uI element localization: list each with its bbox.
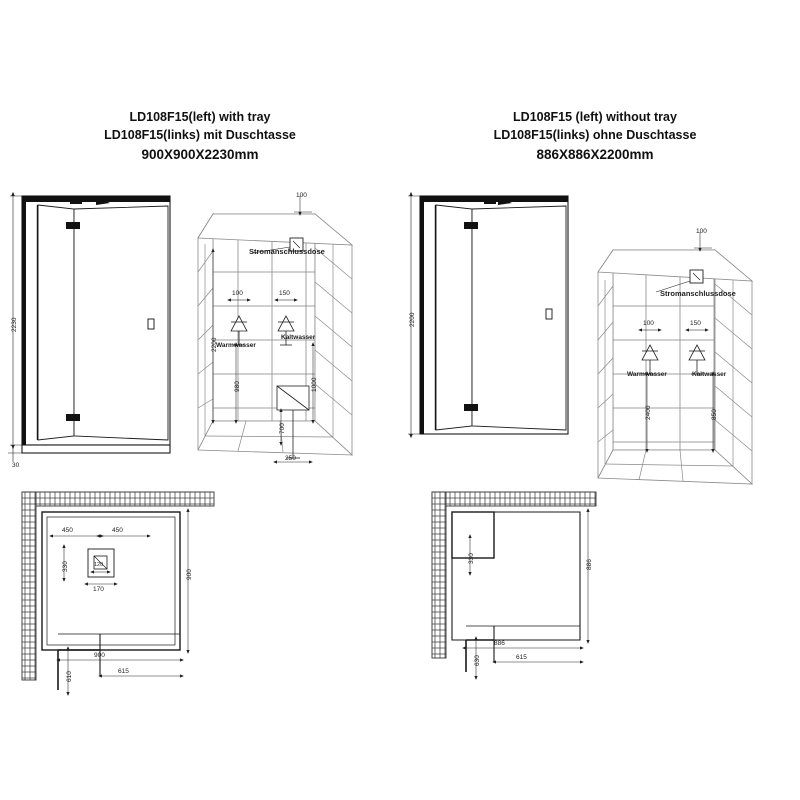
- right-warm-spacing-dim: 100: [643, 320, 654, 327]
- right-height-2400-dim: 2400: [645, 405, 652, 420]
- right-warm-label: Warmwasser: [627, 371, 667, 378]
- left-plan-450-dim: 450: [62, 527, 73, 534]
- right-height-850-dim: 850: [711, 409, 718, 420]
- left-cold-label: Kaltwasser: [281, 334, 316, 341]
- left-warm-spacing-dim: 100: [232, 290, 243, 297]
- right-title-line2: LD108F15(links) ohne Duschtasse: [493, 128, 697, 142]
- left-height-700-dim: 700: [279, 423, 286, 434]
- left-plan-170-dim: 170: [93, 586, 104, 593]
- right-plan-630-dim: 630: [474, 655, 481, 666]
- left-plan-610-dim: 610: [66, 671, 73, 682]
- left-title-size: 900X900X2230mm: [141, 147, 259, 162]
- right-title-line1: LD108F15 (left) without tray: [513, 110, 677, 124]
- left-plan-450b-dim: 450: [112, 527, 123, 534]
- left-warm-label: Warmwasser: [216, 342, 256, 349]
- left-plan-900-side-dim: 900: [186, 569, 193, 580]
- left-height-2200-dim: 2200: [211, 337, 218, 352]
- right-plan-886-side-dim: 886: [586, 559, 593, 570]
- left-plan-615-dim: 615: [118, 668, 129, 675]
- right-cold-label: Kaltwasser: [692, 371, 727, 378]
- left-height-980-dim: 980: [234, 381, 241, 392]
- left-top-dim: 100: [296, 192, 307, 199]
- left-width-250-dim: 250: [285, 455, 296, 462]
- left-elev-base-dim: 30: [12, 462, 20, 469]
- left-elevation-view: [8, 196, 170, 462]
- right-perspective-view: [598, 232, 752, 484]
- left-perspective-view: [198, 196, 352, 462]
- left-socket-label: Stromanschlussdose: [249, 247, 325, 256]
- left-title-line1: LD108F15(left) with tray: [129, 110, 271, 124]
- right-elevation-view: [408, 196, 568, 434]
- right-plan-615-dim: 615: [516, 654, 527, 661]
- left-plan-900-bottom-dim: 900: [94, 652, 105, 659]
- right-title-size: 886X886X2200mm: [536, 147, 654, 162]
- right-top-dim: 100: [696, 228, 707, 235]
- left-cold-spacing-dim: 150: [279, 290, 290, 297]
- right-elev-height-dim: 2200: [409, 312, 416, 327]
- left-plan-330-dim: 330: [62, 561, 69, 572]
- right-plan-886-bottom-dim: 886: [494, 640, 505, 647]
- left-plan-120-dim: 120: [94, 562, 104, 568]
- left-height-1000-dim: 1000: [311, 377, 318, 392]
- right-plan-view: [432, 492, 596, 676]
- right-socket-label: Stromanschlussdose: [660, 289, 736, 298]
- left-plan-view: [22, 492, 214, 692]
- left-title-line2: LD108F15(links) mit Duschtasse: [104, 128, 296, 142]
- left-elev-height-dim: 2230: [11, 317, 18, 332]
- right-cold-spacing-dim: 150: [690, 320, 701, 327]
- right-plan-330-dim: 330: [468, 553, 475, 564]
